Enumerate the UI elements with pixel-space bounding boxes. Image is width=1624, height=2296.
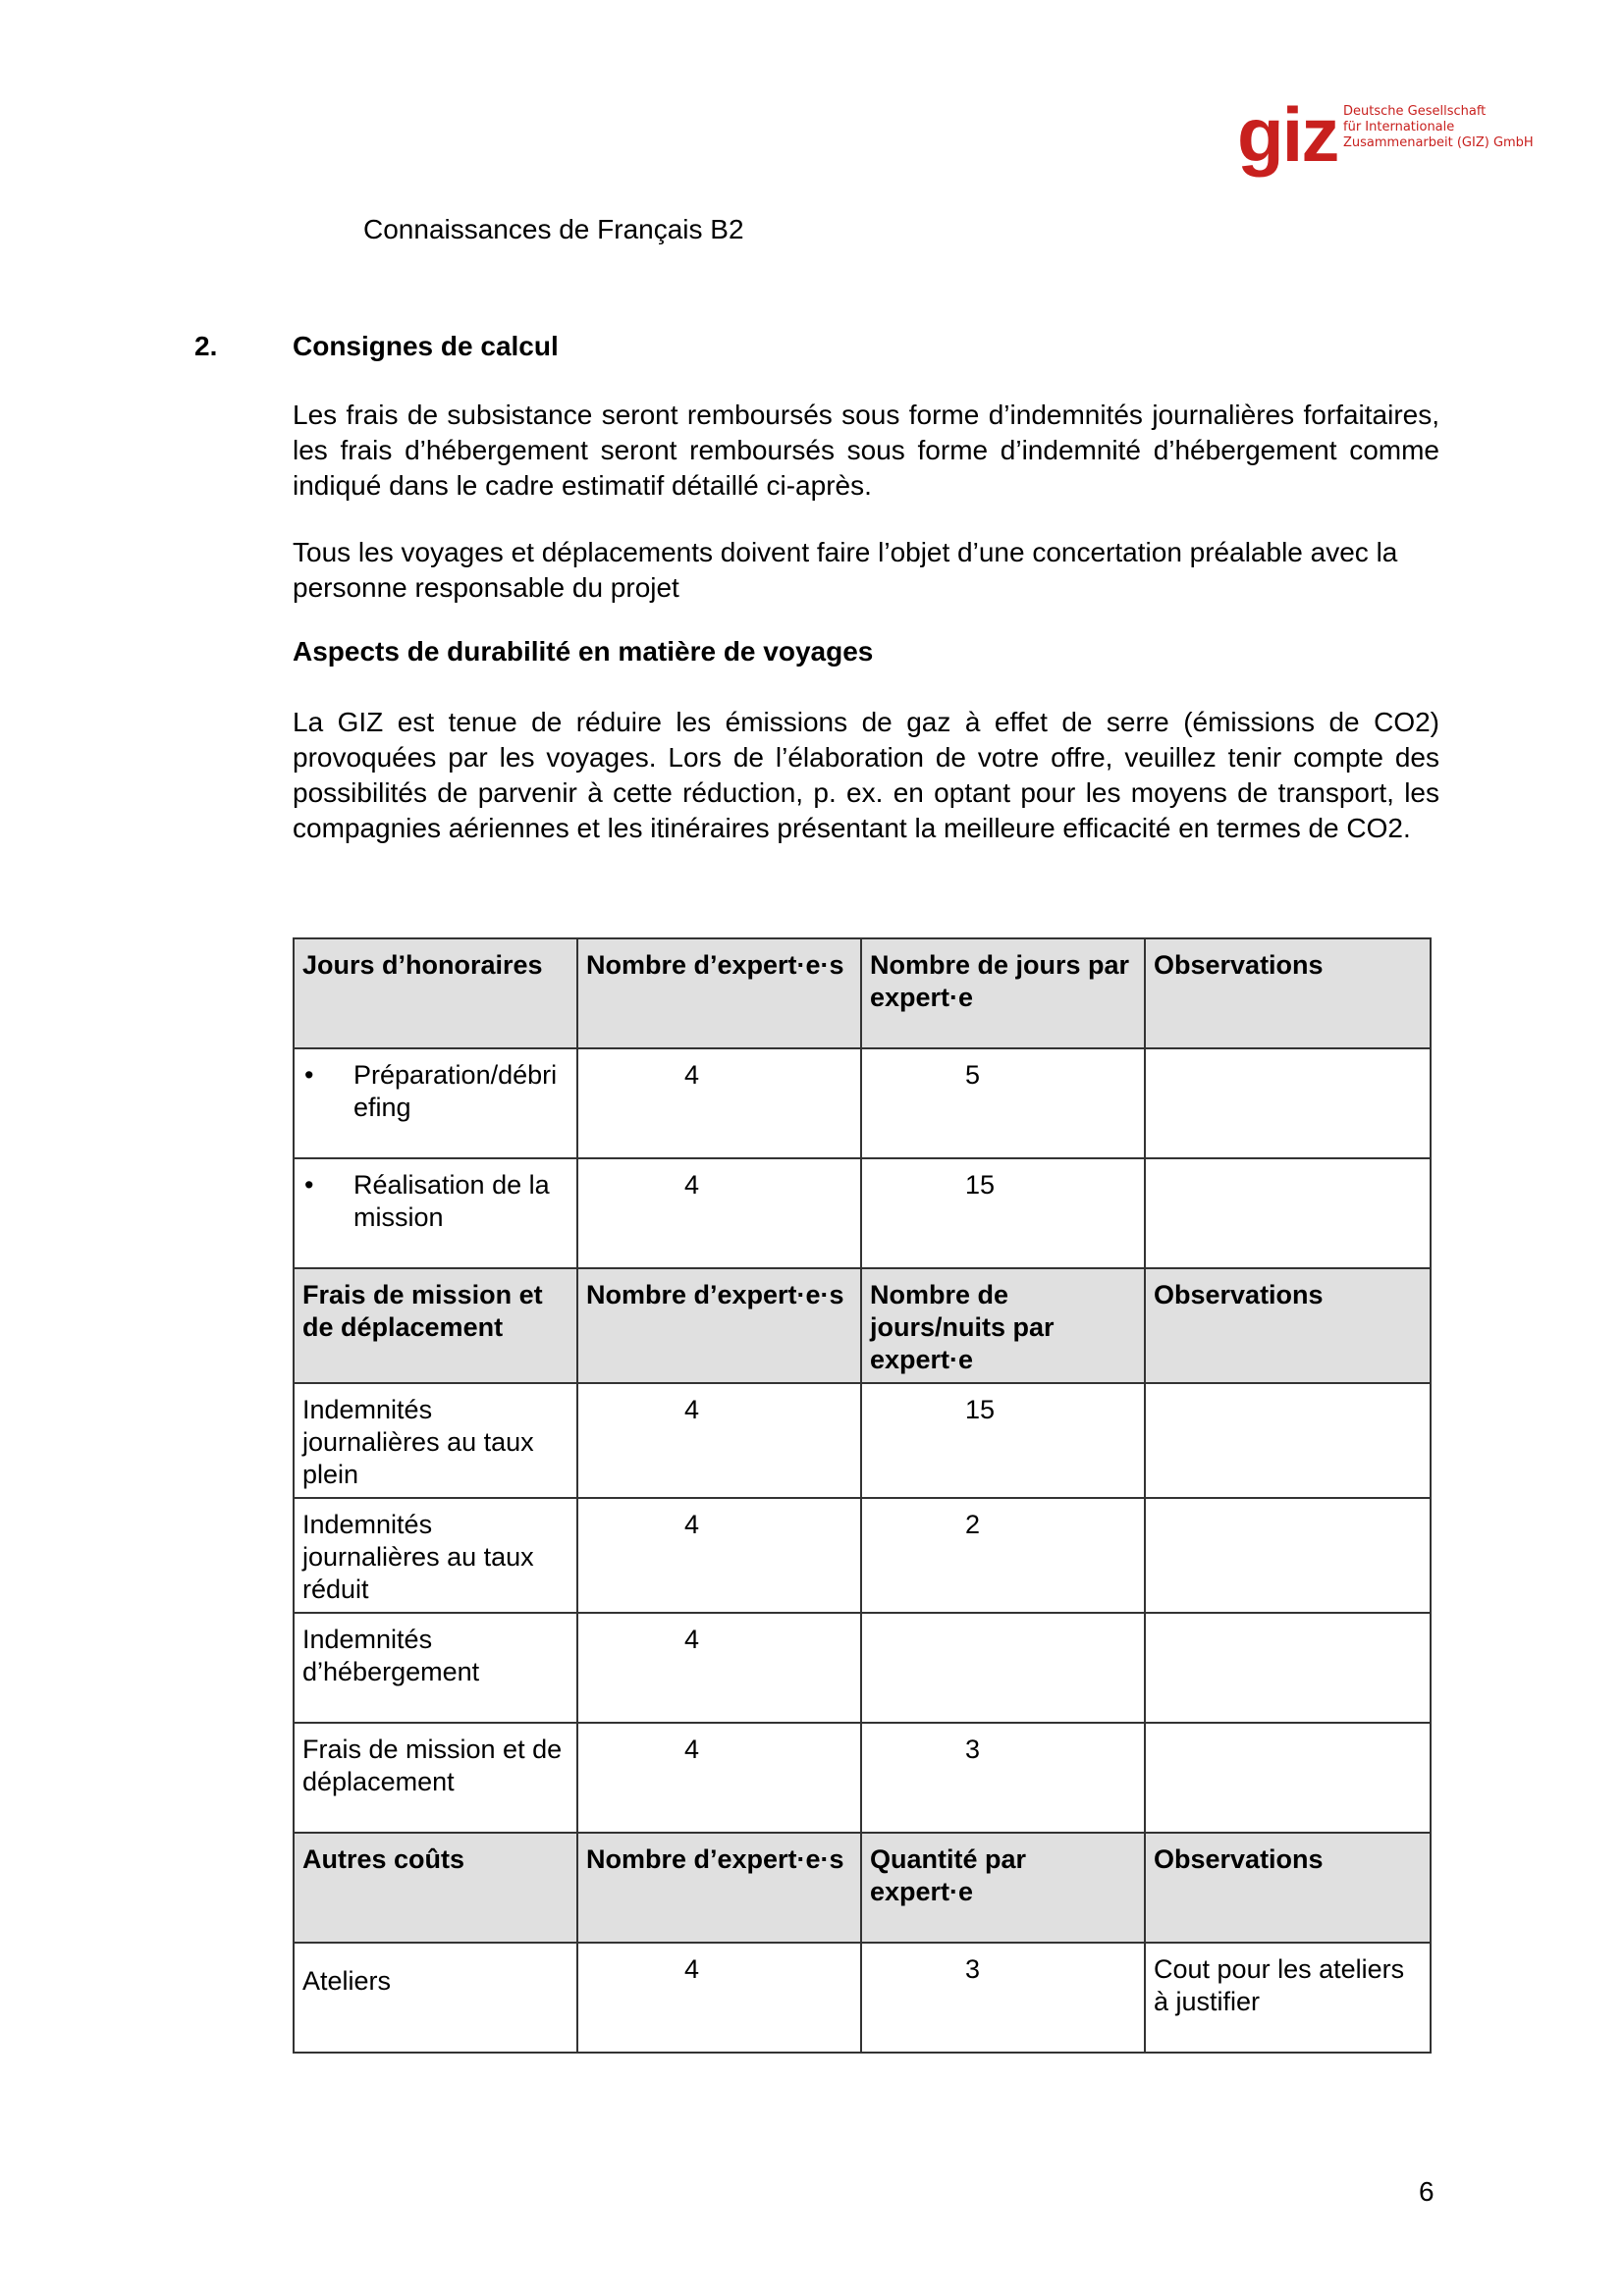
header-cell: Observations [1145, 1833, 1431, 1943]
logo-line: Zusammenarbeit (GIZ) GmbH [1343, 135, 1534, 150]
bullet-icon: • [304, 1060, 314, 1090]
experts-cell: 4 [577, 1158, 861, 1268]
language-requirement: Connaissances de Français B2 [363, 214, 744, 244]
section-title: Consignes de calcul [293, 331, 559, 361]
quantity-cell: 3 [861, 1943, 1145, 2053]
experts-cell: 4 [577, 1383, 861, 1498]
table-header-row [294, 1833, 1431, 1943]
header-cell: Quantité par expert·e [861, 1833, 1145, 1943]
paragraph-travel-approval: Tous les voyages et déplacements doivent faire l’objet d’une concertation préalable avec la personne responsable du projet [293, 537, 1398, 603]
header-cell: Autres coûts [294, 1833, 577, 1943]
subheading-sustainability: Aspects de durabilité en matière de voyages [293, 636, 874, 667]
row-label: Frais de mission et de déplacement [294, 1723, 577, 1833]
quantity-cell: 5 [861, 1048, 1145, 1158]
row-label: Ateliers [294, 1943, 577, 2053]
bullet-item [302, 1059, 568, 1124]
quantity-cell: 2 [861, 1498, 1145, 1613]
header-cell: Nombre d’expert·e·s [577, 1268, 861, 1383]
header-cell: Frais de mission et de déplacement [294, 1268, 577, 1383]
table-row [294, 1048, 1431, 1158]
bullet-item [302, 1169, 568, 1234]
header-cell: Nombre d’expert·e·s [577, 1833, 861, 1943]
row-label: Indemnités journalières au taux plein [294, 1383, 577, 1498]
row-label-cell [294, 1158, 577, 1268]
table-row [294, 1158, 1431, 1268]
row-label: Préparation/débri efing [353, 1060, 558, 1122]
table-row [294, 1613, 1431, 1723]
observations-cell [1145, 1048, 1431, 1158]
observations-cell [1145, 1158, 1431, 1268]
row-label-cell [294, 1048, 577, 1158]
quantity-cell: 15 [861, 1383, 1145, 1498]
experts-cell: 4 [577, 1943, 861, 2053]
logo-line: für Internationale [1343, 120, 1455, 134]
observations-cell: Cout pour les ateliers à justifier [1145, 1943, 1431, 2053]
bullet-icon: • [304, 1170, 314, 1200]
row-label: Indemnités d’hébergement [294, 1613, 577, 1723]
section-number: 2. [194, 331, 218, 361]
table-row [294, 1383, 1431, 1498]
header-cell: Observations [1145, 938, 1431, 1048]
quantity-cell: 3 [861, 1723, 1145, 1833]
observations-cell [1145, 1613, 1431, 1723]
header-cell: Nombre d’expert·e·s [577, 938, 861, 1048]
row-label: Indemnités journalières au taux réduit [294, 1498, 577, 1613]
quantity-cell: 15 [861, 1158, 1145, 1268]
table-row [294, 1723, 1431, 1833]
experts-cell: 4 [577, 1613, 861, 1723]
header-cell: Nombre de jours/nuits par expert·e [861, 1268, 1145, 1383]
paragraph-subsistence: Les frais de subsistance seront remboursés sous forme d’indemnités journalières forfaitaires, les frais d’hébergement seront remboursés sous forme d’indemnité d’hébergement comme indiqué dans le cadre estimatif détaillé ci-après. [293, 400, 1439, 501]
cost-table [293, 937, 1432, 2054]
page-number: 6 [1419, 2176, 1435, 2207]
table-row [294, 1498, 1431, 1613]
observations-cell [1145, 1383, 1431, 1498]
table-header-row [294, 938, 1431, 1048]
giz-logo-text [1343, 104, 1534, 151]
experts-cell: 4 [577, 1048, 861, 1158]
header-cell: Nombre de jours par expert·e [861, 938, 1145, 1048]
giz-logo-mark: giz [1237, 91, 1338, 178]
header-cell: Jours d’honoraires [294, 938, 577, 1048]
paragraph-sustainability: La GIZ est tenue de réduire les émissions de gaz à effet de serre (émissions de CO2) provoquées par les voyages. Lors de l’élaboration de votre offre, veuillez tenir compte des possibilités de parvenir à cette réduction, p. ex. en optant pour les moyens de transport, les compagnies aériennes et les itinéraires présentant la meilleure efficacité en termes de CO2. [293, 707, 1439, 843]
quantity-cell [861, 1613, 1145, 1723]
logo-line: Deutsche Gesellschaft [1343, 104, 1487, 119]
experts-cell: 4 [577, 1498, 861, 1613]
giz-logo [1237, 91, 1551, 178]
table-header-row [294, 1268, 1431, 1383]
experts-cell: 4 [577, 1723, 861, 1833]
table-row [294, 1943, 1431, 2053]
header-cell: Observations [1145, 1268, 1431, 1383]
observations-cell [1145, 1723, 1431, 1833]
observations-cell [1145, 1498, 1431, 1613]
row-label: Réalisation de la mission [353, 1170, 550, 1232]
